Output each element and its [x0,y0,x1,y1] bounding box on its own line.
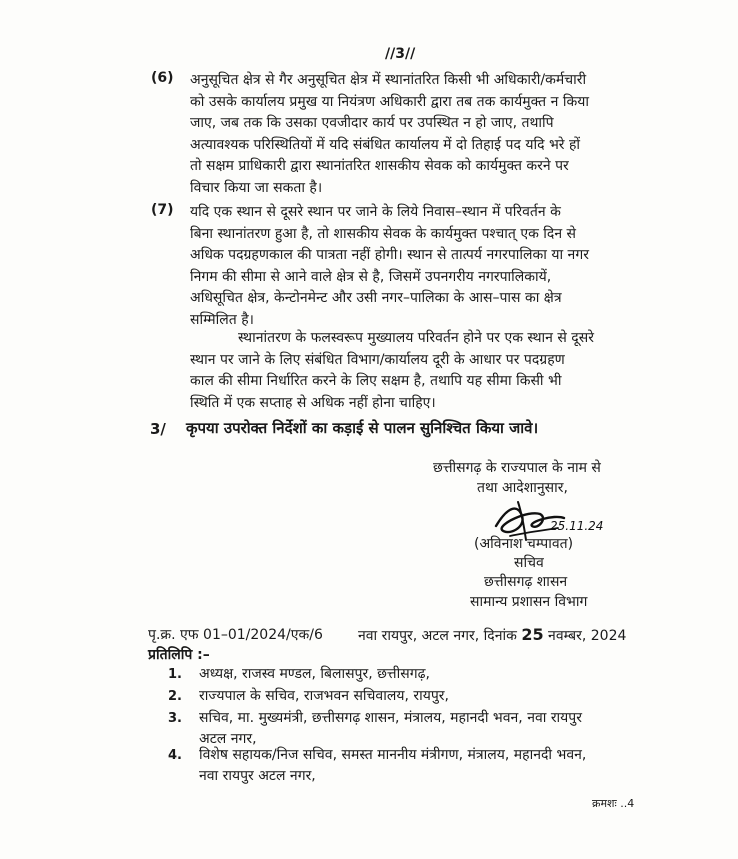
copy-item-text: विशेष सहायक/निज सचिव, समस्त माननीय मंत्रीगण, मंत्रालय, महानदी भवन, [199,747,587,763]
copy-item-number: 3. [168,711,182,726]
date-month-year: नवम्बर, 2024 [548,628,627,644]
paragraph-line: स्थानांतरण के फलस्वरूप मुख्यालय परिवर्तन होने पर एक स्थान से दूसरे [238,330,594,346]
copy-item-text: राज्यपाल के सचिव, राजभवन सचिवालय, रायपुर, [199,688,449,704]
copy-item-number: 2. [168,689,182,704]
point-6-paragraph [190,70,650,200]
paragraph-line: सम्मिलित है। [190,311,254,328]
signature-date: 25.11.24 [550,519,604,533]
instruction-number: 3/ [150,420,166,438]
paragraph-line: विचार किया जा सकता है। [190,179,323,196]
paragraph-line: स्थान पर जाने के लिए संबंधित विभाग/कार्यालय दूरी के आधार पर पदग्रहण [190,351,565,368]
signatory-government: छत्तीसगढ़ शासन [484,574,568,590]
paragraph-line: अनुसूचित क्षेत्र से गैर अनुसूचित क्षेत्र में स्थानांतरित किसी भी अधिकारी/कर्मचारी [190,72,587,88]
copy-item-text: नवा रायपुर अटल नगर, [199,768,316,784]
copy-item-number: 4. [168,748,182,763]
paragraph-line: अधिसूचित क्षेत्र, केन्टोनमेन्ट और उसी नगर–पालिका के आस–पास का क्षेत्र [190,290,562,307]
paragraph-line: यदि एक स्थान से दूसरे स्थान पर जाने के लिये निवास–स्थान में परिवर्तन के [190,204,561,220]
signatory-name: (अविनाश चम्पावत) [474,536,574,552]
signatory-department: सामान्य प्रशासन विभाग [470,594,588,610]
continuation-marker: क्रमशः ..4 [592,797,635,810]
place-date-prefix: नवा रायपुर, अटल नगर, दिनांक [358,628,517,644]
paragraph-line: को उसके कार्यालय प्रमुख या नियंत्रण अधिकारी द्वारा तब तक कार्यमुक्त न किया [190,93,589,110]
copy-item-text: अटल नगर, [199,731,257,747]
point-6-number: (6) [151,70,174,86]
point-7-paragraph [190,202,650,332]
paragraph-line: काल की सीमा निर्धारित करने के लिए सक्षम है, तथापि यह सीमा किसी भी [190,373,562,390]
date-day: 25 [521,625,544,644]
paragraph-line: निगम की सीमा से आने वाले क्षेत्र से है, जिसमें उपनगरीय नगरपालिकायें, [190,268,552,285]
paragraph-line: बिना स्थानांतरण हुआ है, तो शासकीय सेवक के कार्यमुक्त पश्चात् एक दिन से [190,225,577,242]
signatory-designation: सचिव [514,555,544,571]
reference-place-date [358,625,626,646]
paragraph-line: जाए, जब तक कि उसका एवजीदार कार्य पर उपस्थित न हो जाए, तथापि [190,115,554,132]
copy-item-number: 1. [168,667,182,682]
point-7-subparagraph [190,328,650,414]
instruction-text: कृपया उपरोक्त निर्देशों का कड़ाई से पालन सुनिश्चित किया जावे। [186,419,539,437]
copy-item-text: सचिव, मा. मुख्यमंत्री, छत्तीसगढ़ शासन, मंत्रालय, महानदी भवन, नवा रायपुर [199,710,582,726]
point-7-number: (7) [151,202,174,218]
paragraph-line: अत्यावश्यक परिस्थितियों में यदि संबंधित कार्यालय में दो तिहाई पद यदि भरे हों [190,136,581,153]
by-order-line: तथा आदेशानुसार, [477,480,568,496]
governor-order-line: छत्तीसगढ़ के राज्यपाल के नाम से [433,460,601,476]
paragraph-line: तो सक्षम प्राधिकारी द्वारा स्थानांतरित शासकीय सेवक को कार्यमुक्त करने पर [190,158,569,175]
paragraph-line: अधिक पदग्रहणकाल की पात्रता नहीं होगी। स्थान से तात्पर्य नगरपालिका या नगर [190,247,589,264]
reference-number: पृ.क्र. एफ 01–01/2024/एक/6 [148,627,323,643]
copy-item-text: अध्यक्ष, राजस्व मण्डल, बिलासपुर, छत्तीसगढ़, [199,666,430,682]
copy-to-heading: प्रतिलिपि :– [148,647,210,663]
paragraph-line: स्थिति में एक सप्ताह से अधिक नहीं होना चाहिए। [190,394,436,411]
page-marker: //3// [385,46,416,62]
